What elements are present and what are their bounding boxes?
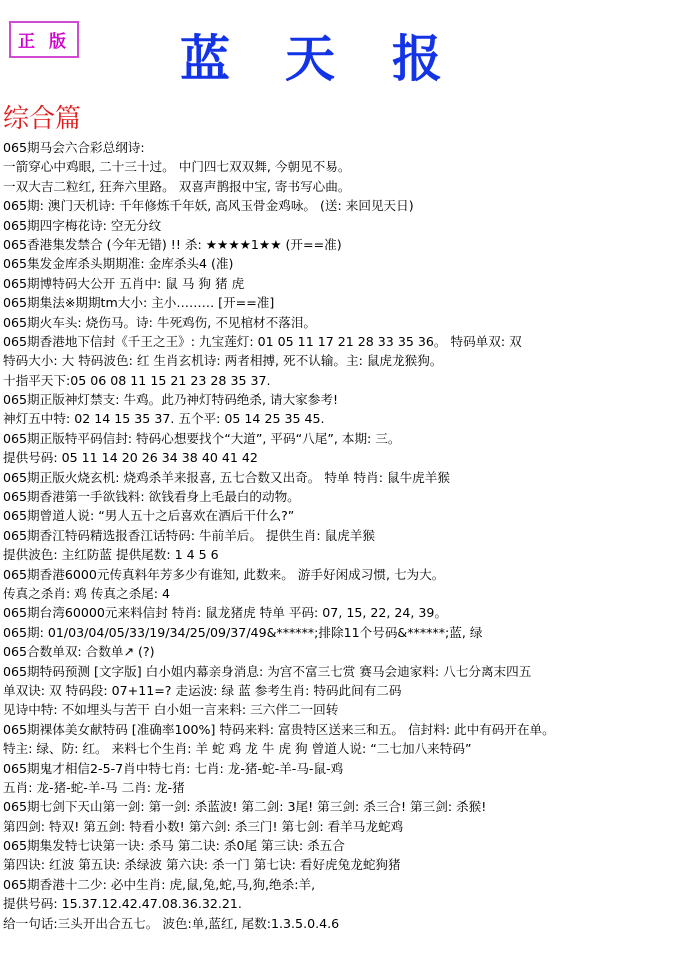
text-line: 一箭穿心中鸡眼, 二十三十过。 中门四七双双舞, 今朝见不易。 (3, 159, 351, 175)
text-line: 特码大小: 大 特码波色: 红 生肖玄机诗: 两者相搏, 死不认输。主: 鼠虎龙猴狗。 (3, 353, 443, 369)
text-line: 065期香江特码精选报香江话特码: 牛前羊后。 提供生肖: 鼠虎羊猴 (3, 527, 375, 543)
text-line: 065期香港地下信封《千王之王》: 九宝莲灯: 01 05 11 17 21 28 33 35 36。 特码单双: 双 (3, 333, 522, 349)
text-line: 特主: 绿、防: 红。 来料七个生肖: 羊 蛇 鸡 龙 牛 虎 狗 曾道人说: “二七加八来特码” (3, 741, 472, 757)
text-line: 提供号码: 05 11 14 20 26 34 38 40 41 42 (3, 450, 258, 466)
text-line: 神灯五中特: 02 14 15 35 37. 五个平: 05 14 25 35 45. (3, 411, 325, 427)
text-line: 065期香港第一手欲钱料: 欲钱看身上毛最白的动物。 (3, 489, 300, 505)
text-body (3, 138, 679, 933)
text-line: 065期四字梅花诗: 空无分纹 (3, 217, 162, 233)
text-line: 给一句话:三头开出合五七。 波色:单,蓝红, 尾数:1.3.5.0.4.6 (3, 915, 340, 931)
text-line: 065期集发特七诀第一诀: 杀马 第二诀: 杀0尾 第三诀: 杀五合 (3, 838, 345, 854)
text-line: 065期: 01/03/04/05/33/19/34/25/09/37/49&******;排除11个号码&******;蓝, 绿 (3, 624, 483, 640)
text-line: 065期七剑下天山第一剑: 第一剑: 杀蓝波! 第二剑: 3尾! 第三剑: 杀三合! 第三剑: 杀猴! (3, 799, 487, 815)
text-line: 见诗中特: 不如埋头与苦干 白小姐一言来料: 三六伴二一回转 (3, 702, 339, 718)
text-line: 065期鬼才相信2-5-7肖中特七肖: 七肖: 龙-猪-蛇-羊-马-鼠-鸡 (3, 760, 344, 776)
text-line: 065期特码预测 [文字版] 白小姐内幕亲身消息: 为宫不富三七赏 赛马会迪家料: 八七分离末四五 (3, 663, 532, 679)
text-line: 一双大吉二粒红, 狂奔六里路。 双喜声鹊报中宝, 寄书写心曲。 (3, 178, 351, 194)
text-line: 十指平天下:05 06 08 11 15 21 23 28 35 37. (3, 372, 271, 388)
text-line: 065香港集发禁合 (今年无错) !! 杀: ★★★★1★★ (开==准) (3, 236, 342, 252)
text-line: 第四诀: 红波 第五诀: 杀绿波 第六诀: 杀一门 第七诀: 看好虎兔龙蛇狗猪 (3, 857, 401, 873)
title-char-3: 报 (392, 29, 442, 88)
text-line: 提供号码: 15.37.12.42.47.08.36.32.21. (3, 896, 242, 912)
text-line: 提供波色: 主红防蓝 提供尾数: 1 4 5 6 (3, 547, 219, 563)
text-line: 五肖: 龙-猪-蛇-羊-马 二肖: 龙-猪 (3, 779, 185, 795)
text-line: 第四剑: 特双! 第五剑: 特看小数! 第六剑: 杀三门! 第七剑: 看羊马龙蛇鸡 (3, 818, 404, 834)
text-line: 065期香港十二少: 必中生肖: 虎,鼠,兔,蛇,马,狗,绝杀:羊, (3, 876, 316, 892)
genuine-edition-badge: 正 版 (9, 21, 79, 58)
text-line: 传真之杀肖: 鸡 传真之杀尾: 4 (3, 585, 171, 601)
text-line: 065集发金库杀头期期准: 金库杀头4 (准) (3, 256, 234, 272)
text-line: 065期正版神灯禁支: 牛鸡。此乃神灯特码绝杀, 请大家参考! (3, 392, 338, 408)
text-line: 065期博特码大公开 五肖中: 鼠 马 狗 猪 虎 (3, 275, 245, 291)
title-char-2: 天 (285, 29, 335, 88)
text-line: 065期台湾60000元来料信封 特肖: 鼠龙猪虎 特单 平码: 07, 15, 22, 24, 39。 (3, 605, 448, 621)
text-line: 065期马会六合彩总纲诗: (3, 140, 145, 155)
text-line: 065期火车头: 烧伤马。诗: 牛死鸡伤, 不见棺材不落泪。 (3, 314, 317, 330)
text-line: 065期正版特平码信封: 特码心想要找个“大道”, 平码“八尾”, 本期: 三。 (3, 430, 401, 446)
text-line: 065期曾道人说: “男人五十之后喜欢在酒后干什么?” (3, 508, 295, 524)
text-line: 单双诀: 双 特码段: 07+11=? 走运波: 绿 蓝 参考生肖: 特码此间有二码 (3, 682, 402, 698)
title-char-1: 蓝 (180, 29, 230, 88)
newspaper-title (0, 28, 682, 90)
text-line: 065期香港6000元传真料年芳多少有谁知, 此数来。 游手好闲成习惯, 七为大。 (3, 566, 445, 582)
text-line: 065期正版火烧玄机: 烧鸡杀羊来报喜, 五七合数又出奇。 特单 特肖: 鼠牛虎羊猴 (3, 469, 450, 485)
text-line: 065期: 澳门天机诗: 千年修炼千年妖, 高风玉骨金鸡咏。 (送: 来回见天日) (3, 198, 414, 214)
text-line: 065期裸体美女献特码 [准确率100%] 特码来料: 富贵特区送来三和五。 信封料: 此中有码开在单。 (3, 721, 555, 737)
text-line: 065期集法※期期tm大小: 主小……… [开==准] (3, 295, 275, 311)
section-heading: 综合篇 (3, 104, 82, 134)
text-line: 065合数单双: 合数单↗ (?) (3, 644, 155, 660)
